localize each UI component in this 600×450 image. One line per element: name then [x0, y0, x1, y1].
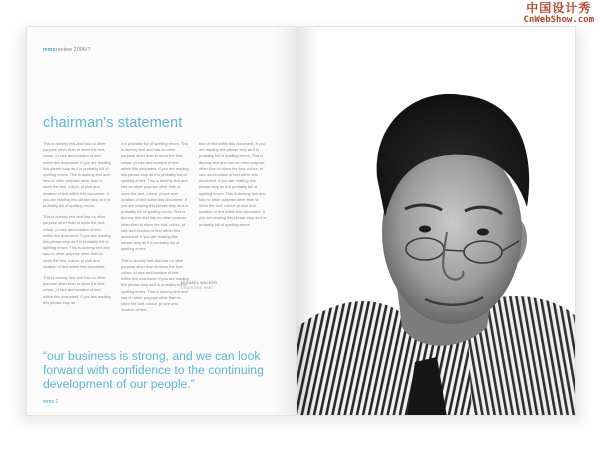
- signature-block: [181, 281, 281, 291]
- body-column-1: [43, 141, 111, 311]
- paragraph: This is dummy text and has no other purpose other than to show the font, colour, pt size and location of text within this document. If you are reading this please stop as: [43, 275, 111, 305]
- paragraph: This is dummy text and has no other purpose other than to show the font, colour, pt size and location of text within this document. If you are reading this please stop as it is probably full of spelling errors. This is dummy text and has no other purpose other than to show the font, colour, pt size and location of text within this document. If you are reading this please stop as it is probably full of spelling errors.: [43, 141, 111, 209]
- signature-role: CHAIRMAN MMO: [181, 286, 214, 290]
- portrait-photo: [297, 27, 576, 416]
- running-head: [43, 47, 91, 53]
- folio-brand: mmo: [43, 399, 55, 405]
- watermark-chinese: 中国设计秀: [526, 1, 592, 15]
- watermark-url: CnWebShow.com: [523, 15, 594, 25]
- paragraph: This is dummy text and has no other purpose other than to show the font, colour, pt size and location of text within this document. If you are reading this please stop as it is probably full of spelling errors. This is dummy text and has no other purpose other than to show the font, colour, pt size and location of text within this document.: [43, 214, 111, 269]
- body-column-2: [121, 141, 189, 318]
- page-folio: [43, 399, 58, 405]
- running-head-text: review 2006/7: [55, 47, 91, 53]
- signature-name: MICHAEL WALKER: [181, 281, 218, 285]
- right-page: [296, 26, 576, 416]
- body-column-3: [199, 141, 267, 228]
- site-watermark: [524, 2, 594, 25]
- paragraph: tion of text within this document. If you are reading this please stop as it is probably full of spelling errors. This is dummy text and has no other purpose other than to show the font, colour, pt size and location of text within this document. If you are reading this please stop as it is probably full of spelling errors. This is dummy text and has no other purpose other than to show the font, colour, pt size and location of text within this document. If you are reading this please stop as it is probably full of spelling errors.: [199, 141, 267, 227]
- running-head-brand: mmo: [43, 47, 56, 53]
- pull-quote: “our business is strong, and we can look forward with confidence to the continuing development of our people.”: [43, 349, 264, 391]
- page-title: chairman's statement: [43, 115, 183, 131]
- paragraph: This is dummy text and has no other purpose other than to show the font, colour, pt size and location of text within this document. If you are reading this please stop as it is probably full of spelling errors. This is dummy text and has no other purpose other than to show the font, colour, pt size and location of text.: [121, 257, 189, 313]
- folio-page-number: 2: [55, 399, 59, 405]
- left-page: [26, 26, 298, 416]
- paragraph: it is probably full of spelling errors. This is dummy text and has no other purpose other than to show the font, colour, pt size and location of text within this document. If you are reading this please stop as it is probably full of spelling errors. This is dummy text and has no other purpose other than to show the font, colour, pt size and location of text within this document. If you are reading this please stop as it is probably full of spelling errors. This is dummy text and has no other purpose other than to show the font, colour, pt size and location of text within this document. If you are reading this please stop as it is probably full of spelling errors.: [121, 141, 189, 252]
